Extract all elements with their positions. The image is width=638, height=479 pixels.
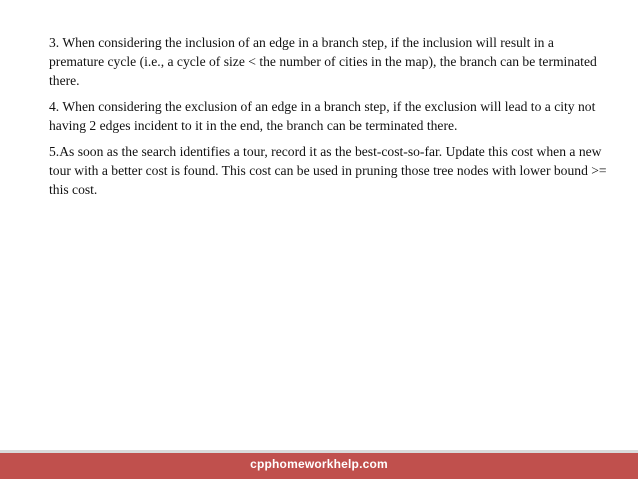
footer-bar <box>0 450 638 479</box>
slide-body <box>49 33 609 206</box>
paragraph-3: 3. When considering the inclusion of an edge in a branch step, if the inclusion will result in a premature cycle (i.e., a cycle of size < the number of cities in the map), the branch can be terminated there. <box>49 35 597 88</box>
paragraph-5: 5.As soon as the search identifies a tour, record it as the best-cost-so-far. Update this cost when a new tour with a better cost is found. This cost can be used in pruning those tree nodes with lower bound >= this cost. <box>49 144 607 197</box>
paragraph-4: 4. When considering the exclusion of an edge in a branch step, if the exclusion will lead to a city not having 2 edges incident to it in the end, the branch can be terminated there. <box>49 99 596 133</box>
footer-site-label: cpphomeworkhelp.com <box>250 457 388 471</box>
